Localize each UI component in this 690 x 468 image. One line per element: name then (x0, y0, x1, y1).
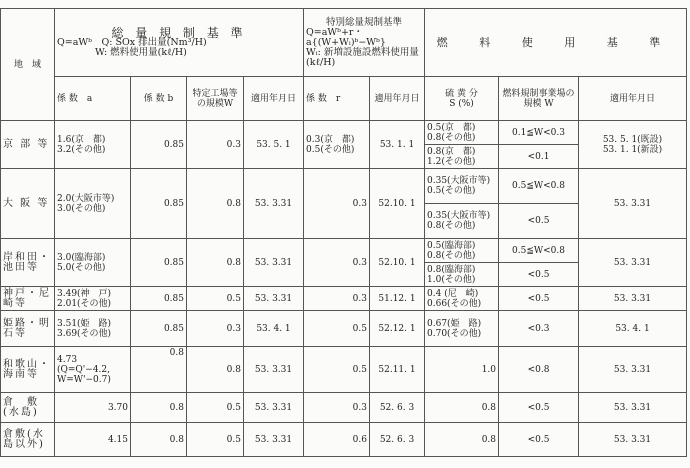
table-cell-a: 4.73 (Q=Q'−4.2, W=W'−0.7) (55, 347, 131, 393)
header-total-standard (55, 9, 304, 77)
table-row-region: 京 部 等 (1, 121, 55, 169)
table-cell-date1: 53. 3.31 (244, 169, 304, 239)
header-coef-r: 係 数 r (304, 77, 370, 121)
table-cell-a: 1.6(京 都) 3.2(その他) (55, 121, 131, 169)
table-cell-date3: 53. 3.31 (579, 239, 687, 287)
table-cell-sulfur: 0.8(臨海部) 1.0(その他) (425, 263, 499, 287)
table-row-region: 姫路・明石等 (1, 311, 55, 347)
header-sulfur: 硫 黄 分 S (%) (425, 77, 499, 121)
table-cell-a: 3.51(姫 路) 3.69(その他) (55, 311, 131, 347)
header-fuel-standard: 燃 料 使 用 基 準 (425, 9, 687, 77)
table-cell-date2: 51.12. 1 (370, 287, 425, 311)
table-cell-a: 2.0(大阪市等) 3.0(その他) (55, 169, 131, 239)
table-cell-date2: 52.12. 1 (370, 311, 425, 347)
table-cell-date1: 53. 3.31 (244, 347, 304, 393)
table-cell-fuel-scale: <0.5 (499, 423, 579, 457)
table-cell-w: 0.8 (187, 169, 244, 239)
table-cell-date1: 53. 3.31 (244, 393, 304, 423)
table-cell-w: 0.5 (187, 287, 244, 311)
table-cell-b: 0.85 (131, 287, 187, 311)
table-cell-date1: 53. 3.31 (244, 287, 304, 311)
total-standard-title: 総 量 規 制 基 準 (111, 25, 247, 40)
header-fuel-scale: 燃料規制事業場の規模 W (499, 77, 579, 121)
header-coef-b: 係 数 b (131, 77, 187, 121)
table-cell-a: 3.49(神 戸) 2.01(その他) (55, 287, 131, 311)
table-cell-w: 0.8 (187, 239, 244, 287)
special-standard-title: 特別総量規制基準 (326, 16, 403, 28)
table-cell-sulfur: 0.8(京 都) 1.2(その他) (425, 145, 499, 169)
table-cell-sulfur: 0.8 (425, 393, 499, 423)
table-cell-date3: 53. 3.31 (579, 423, 687, 457)
table-cell-w: 0.8 (187, 347, 244, 393)
table-cell-sulfur: 0.4 (尼 崎) 0.66(その他) (425, 287, 499, 311)
table-cell-fuel-scale: <0.1 (499, 145, 579, 169)
table-cell-date3: 53. 3.31 (579, 287, 687, 311)
table-cell-w: 0.3 (187, 121, 244, 169)
table-cell-b: 0.8 (131, 393, 187, 423)
table-cell-date2: 52.11. 1 (370, 347, 425, 393)
table-cell-date2: 52.10. 1 (370, 239, 425, 287)
table-cell-date3: 53. 4. 1 (579, 311, 687, 347)
header-date-3: 適用年月日 (579, 77, 687, 121)
table-cell-sulfur: 0.67(姫 路) 0.70(その他) (425, 311, 499, 347)
header-date-1: 適用年月日 (244, 77, 304, 121)
table-cell-b: 0.85 (131, 121, 187, 169)
total-standard-formula: Q=aWᵇ Q: SOx 排出量(Nm³/H) W: 燃料使用量(kℓ/H) (57, 36, 207, 58)
header-coef-a: 係 数 a (55, 77, 131, 121)
table-cell-date1: 53. 5. 1 (244, 121, 304, 169)
table-cell-r: 0.3 (304, 287, 370, 311)
table-cell-sulfur: 0.35(大阪市等) 0.5(その他) (425, 169, 499, 204)
regulation-table (0, 8, 687, 457)
table-cell-fuel-scale: <0.5 (499, 287, 579, 311)
special-standard-formula: Q=aWᵇ+r・a{(W+Wᵢ)ᵇ−Wᵇ} Wᵢ: 新増設施設燃料使用量(kℓ/H) (306, 26, 419, 68)
table-row-region: 大 阪 等 (1, 169, 55, 239)
table-cell-date1: 53. 4. 1 (244, 311, 304, 347)
table-cell-b: 0.85 (131, 239, 187, 287)
table-cell-date2: 52.10. 1 (370, 169, 425, 239)
table-cell-b: 0.8 (131, 423, 187, 457)
table-cell-w: 0.5 (187, 393, 244, 423)
table-row-region: 神戸・尼崎等 (1, 287, 55, 311)
table-cell-date1: 53. 3.31 (244, 239, 304, 287)
table-cell-b: 0.85 (131, 169, 187, 239)
table-row-region: 倉 敷 (水島) (1, 393, 55, 423)
table-cell-a: 4.15 (55, 423, 131, 457)
table-cell-r: 0.3 (304, 169, 370, 239)
table-cell-r: 0.5 (304, 347, 370, 393)
table-cell-date3: 53. 3.31 (579, 393, 687, 423)
table-cell-date3: 53. 3.31 (579, 169, 687, 239)
table-cell-sulfur: 0.5(臨海部) 0.8(その他) (425, 239, 499, 263)
table-cell-fuel-scale: <0.5 (499, 204, 579, 239)
table-row-region: 和歌山・海南等 (1, 347, 55, 393)
table-cell-sulfur: 1.0 (425, 347, 499, 393)
table-cell-sulfur: 0.8 (425, 423, 499, 457)
table-cell-r: 0.3 (304, 239, 370, 287)
table-cell-fuel-scale: <0.8 (499, 347, 579, 393)
table-cell-date2: 52. 6. 3 (370, 423, 425, 457)
table-cell-b: 0.8 (131, 347, 187, 393)
header-scale-w: 特定工場等の規模W (187, 77, 244, 121)
header-date-2: 適用年月日 (370, 77, 425, 121)
table-cell-fuel-scale: 0.5≦W<0.8 (499, 169, 579, 204)
table-cell-fuel-scale: <0.3 (499, 311, 579, 347)
table-cell-fuel-scale: 0.5≦W<0.8 (499, 239, 579, 263)
table-cell-date2: 53. 1. 1 (370, 121, 425, 169)
table-cell-r: 0.3(京 都) 0.5(その他) (304, 121, 370, 169)
table-cell-sulfur: 0.5(京 都) 0.8(その他) (425, 121, 499, 145)
table-cell-r: 0.5 (304, 311, 370, 347)
table-cell-r: 0.3 (304, 393, 370, 423)
table-cell-b: 0.85 (131, 311, 187, 347)
table-cell-date1: 53. 3.31 (244, 423, 304, 457)
table-cell-a: 3.0(臨海部) 5.0(その他) (55, 239, 131, 287)
table-row-region: 倉敷(水島以外) (1, 423, 55, 457)
table-cell-w: 0.5 (187, 423, 244, 457)
table-cell-date3: 53. 3.31 (579, 347, 687, 393)
header-region: 地 域 (1, 9, 55, 121)
table-cell-sulfur: 0.35(大阪市等) 0.8(その他) (425, 204, 499, 239)
table-cell-fuel-scale: 0.1≦W<0.3 (499, 121, 579, 145)
table-cell-fuel-scale: <0.5 (499, 393, 579, 423)
table-cell-date2: 52. 6. 3 (370, 393, 425, 423)
table-row-region: 岸和田・池田等 (1, 239, 55, 287)
table-cell-r: 0.6 (304, 423, 370, 457)
table-cell-date3: 53. 5. 1(既設) 53. 1. 1(新設) (579, 121, 687, 169)
table-cell-fuel-scale: <0.5 (499, 263, 579, 287)
table-cell-a: 3.70 (55, 393, 131, 423)
header-special-standard (304, 9, 425, 77)
table-cell-w: 0.3 (187, 311, 244, 347)
